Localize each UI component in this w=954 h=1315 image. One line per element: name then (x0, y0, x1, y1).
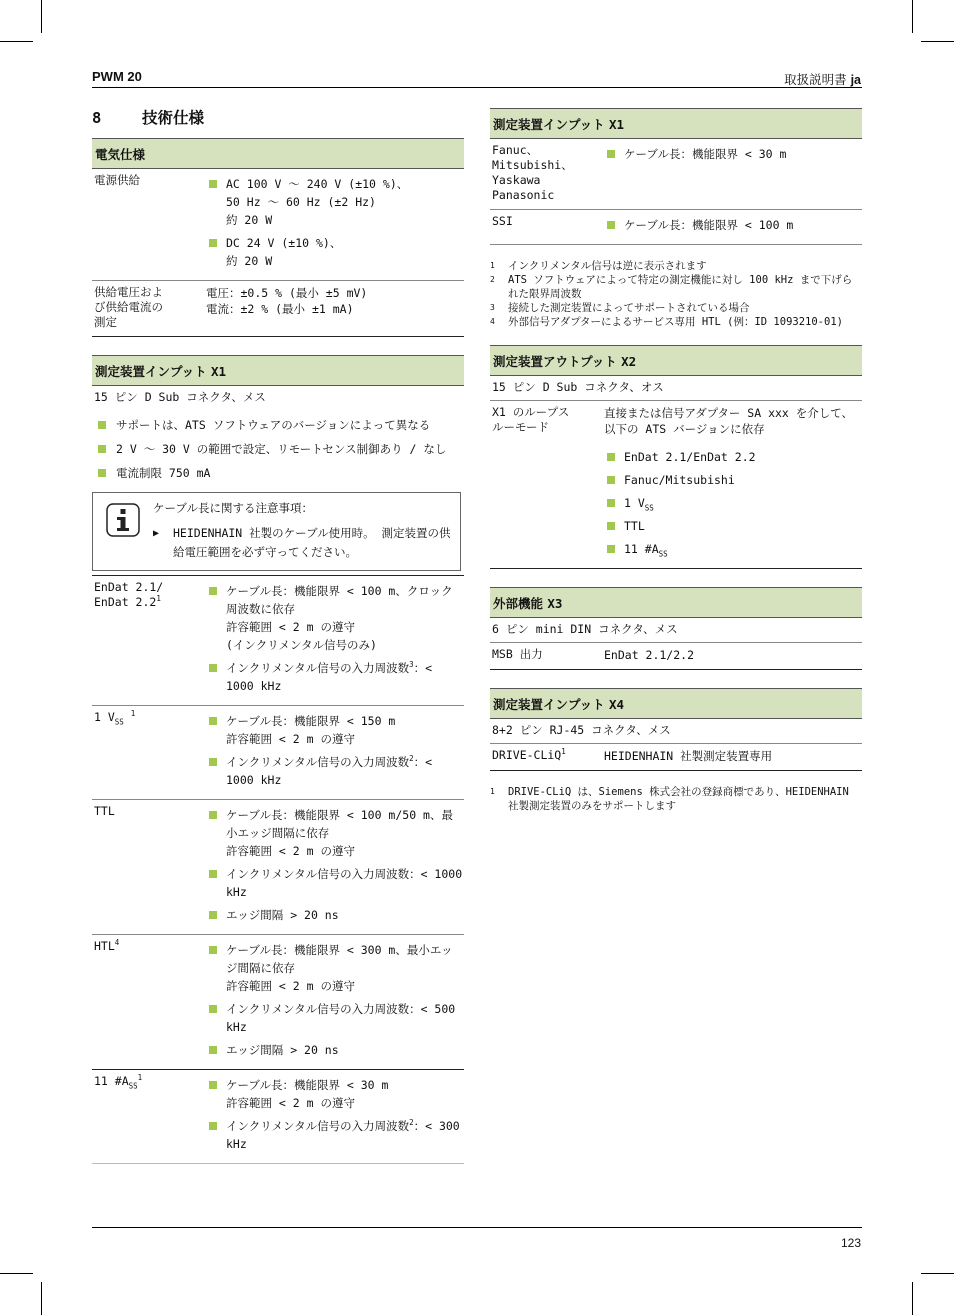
drive-cliq-row: DRIVE-CLiQ$^1$ HEIDENHAIN 社製測定装置専用 (490, 744, 862, 771)
list-item: TTL (604, 517, 862, 535)
list-item: ケーブル長：機能限界 < 300 m、最小エッジ間隔に依存 許容範囲 < 2 m の遵守 (206, 941, 464, 995)
x1-cont-heading: 測定装置インプット X1 (490, 108, 862, 139)
left-column (92, 104, 464, 1164)
list-item: 電流制限 750 mA (94, 464, 462, 482)
list-item: 11 $\#A_{SS}$ (604, 540, 862, 558)
crop-mark (41, 0, 42, 33)
list-item: ケーブル長：機能限界 < 30 m 許容範囲 < 2 m の遵守 (206, 1076, 464, 1112)
ass-row: 11 $\#A_{SS}^1$ ケーブル長：機能限界 < 30 m 許容範囲 < 2 m の遵守 インクリメンタル信号の入力周波数$^2$：< 300 kHz (92, 1070, 464, 1164)
x2-heading: 測定装置アウトプット X2 (490, 345, 862, 376)
ttl-row: TTL ケーブル長：機能限界 < 100 m/50 m、最小エッジ間隔に依存 許容範囲 < 2 m の遵守 インクリメンタル信号の入力周波数：< 1000 kHz エッジ間隔 > 20 ns (92, 800, 464, 935)
msb-row: MSB 出力 EnDat 2.1/2.2 (490, 643, 862, 670)
x3-heading: 外部機能 X3 (490, 587, 862, 618)
list-item: 1 $V_{SS}$ (604, 494, 862, 512)
crop-mark (0, 41, 33, 42)
endat-row: EnDat 2.1/ EnDat $2.2^1$ ケーブル長：機能限界 < 100 m、クロック周波数に依存 許容範囲 < 2 m の遵守 (インクリメンタル信号のみ) インクリメンタル信号の入力周波数$^3$：< 1000 kHz (92, 575, 464, 706)
note-title: ケーブル長に関する注意事項： (153, 501, 313, 515)
x4-heading: 測定装置インプット X4 (490, 688, 862, 719)
crop-mark (912, 0, 913, 33)
footnotes (490, 259, 862, 329)
list-item: ケーブル長：機能限界 < 100 m (604, 216, 862, 234)
list-item: インクリメンタル信号の入力周波数：< 500 kHz (206, 1000, 464, 1036)
right-column (490, 104, 862, 829)
crop-mark (921, 41, 954, 42)
loop-row: X1 のループス ルーモード 直接または信号アダプター SA xxx を介して、以下の ATS バージョンに依存 EnDat 2.1/EnDat 2.2 Fanuc/Mitsubishi 1 $V_{SS}$ TTL 11 $\#A_{SS}$ (490, 401, 862, 569)
x1-connector: 15 ピン D Sub コネクタ、メス (94, 390, 266, 404)
footnote: 3 接続した測定装置によってサポートされている場合 (490, 302, 750, 314)
x1-heading: 測定装置インプット X1 (92, 355, 464, 386)
footnote: 2 ATS ソフトウェアによって特定の測定機能に対し 100 kHz まで下げられた限界周波数 (490, 274, 853, 300)
page-number: 123 (840, 1236, 861, 1250)
list-item: サポートは、ATS ソフトウェアのバージョンによって異なる (94, 416, 462, 434)
power-supply-row: 電源供給 AC 100 V ～ 240 V (±10 %)、 50 Hz ～ 60 Hz (±2 Hz) 約 20 W DC 24 V (±10 %)、 約 20 W (92, 169, 464, 281)
measurement-row: 供給電圧およ び供給電流の 測定 電圧：±0.5 % (最小 ±5 mV) 電流：±2 % (最小 ±1 mA) (92, 281, 464, 337)
x2-connector: 15 ピン D Sub コネクタ、オス (490, 376, 862, 401)
list-item: インクリメンタル信号の入力周波数：< 1000 kHz (206, 865, 464, 901)
x4-connector: 8+2 ピン RJ-45 コネクタ、メス (490, 719, 862, 744)
crop-mark (912, 1282, 913, 1315)
fanuc-row: Fanuc、 Mitsubishi、 Yaskawa Panasonic ケーブル長：機能限界 < 30 m (490, 139, 862, 210)
list-item: AC 100 V ～ 240 V (±10 %)、 50 Hz ～ 60 Hz (±2 Hz) 約 20 W (206, 175, 464, 229)
footnote: 4 外部信号アダプターによるサービス専用 HTL (例：ID 1093210-01) (490, 316, 843, 328)
htl-row: HTL$^4$ ケーブル長：機能限界 < 300 m、最小エッジ間隔に依存 許容範囲 < 2 m の遵守 インクリメンタル信号の入力周波数：< 500 kHz エッジ間隔 > 20 ns (92, 935, 464, 1070)
footnote: 1 インクリメンタル信号は逆に表示されます (490, 260, 707, 272)
list-item: ケーブル長：機能限界 < 150 m 許容範囲 < 2 m の遵守 (206, 712, 464, 748)
list-item: ケーブル長：機能限界 < 100 m/50 m、最小エッジ間隔に依存 許容範囲 < 2 m の遵守 (206, 806, 464, 860)
footer-rule (92, 1227, 862, 1228)
footnote: 1 DRIVE-CLiQ は、Siemens 株式会社の登録商標であり、HEIDENHAIN 社製測定装置のみをサポートします (490, 786, 849, 812)
ssi-row: SSI ケーブル長：機能限界 < 100 m (490, 210, 862, 245)
crop-mark (41, 1282, 42, 1315)
note-text: ▶ HEIDENHAIN 社製のケーブル使用時。 測定装置の供給電圧範囲を必ず守ってください。 (153, 524, 454, 562)
electrical-heading: 電気仕様 (92, 138, 464, 169)
list-item: 2 V ～ 30 V の範囲で設定、リモートセンス制御あり / なし (94, 440, 462, 458)
cable-note (92, 492, 461, 571)
list-item: ケーブル長：機能限界 < 100 m、クロック周波数に依存 許容範囲 < 2 m の遵守 (インクリメンタル信号のみ) (206, 582, 464, 654)
header-rule (92, 87, 862, 88)
list-item: エッジ間隔 > 20 ns (206, 906, 464, 924)
list-item: インクリメンタル信号の入力周波数$^2$：< 1000 kHz (206, 753, 464, 789)
x4-footnote (490, 785, 862, 813)
list-item: Fanuc/Mitsubishi (604, 471, 862, 489)
list-item: インクリメンタル信号の入力周波数$^3$：< 1000 kHz (206, 659, 464, 695)
doc-title: PWM 20 (92, 69, 142, 84)
section-title: 8 技術仕様 (92, 109, 205, 127)
list-item: EnDat 2.1/EnDat 2.2 (604, 448, 862, 466)
doc-manual-label: 取扱説明書 ja (784, 72, 861, 87)
info-icon (93, 499, 153, 562)
list-item: DC 24 V (±10 %)、 約 20 W (206, 234, 464, 270)
crop-mark (0, 1273, 33, 1274)
list-item: エッジ間隔 > 20 ns (206, 1041, 464, 1059)
list-item: ケーブル長：機能限界 < 30 m (604, 145, 862, 163)
crop-mark (921, 1273, 954, 1274)
vss-row: 1 $V_{SS}$ $^1$ ケーブル長：機能限界 < 150 m 許容範囲 < 2 m の遵守 インクリメンタル信号の入力周波数$^2$：< 1000 kHz (92, 706, 464, 800)
list-item: インクリメンタル信号の入力周波数$^2$：< 300 kHz (206, 1117, 464, 1153)
x3-connector: 6 ピン mini DIN コネクタ、メス (490, 618, 862, 643)
